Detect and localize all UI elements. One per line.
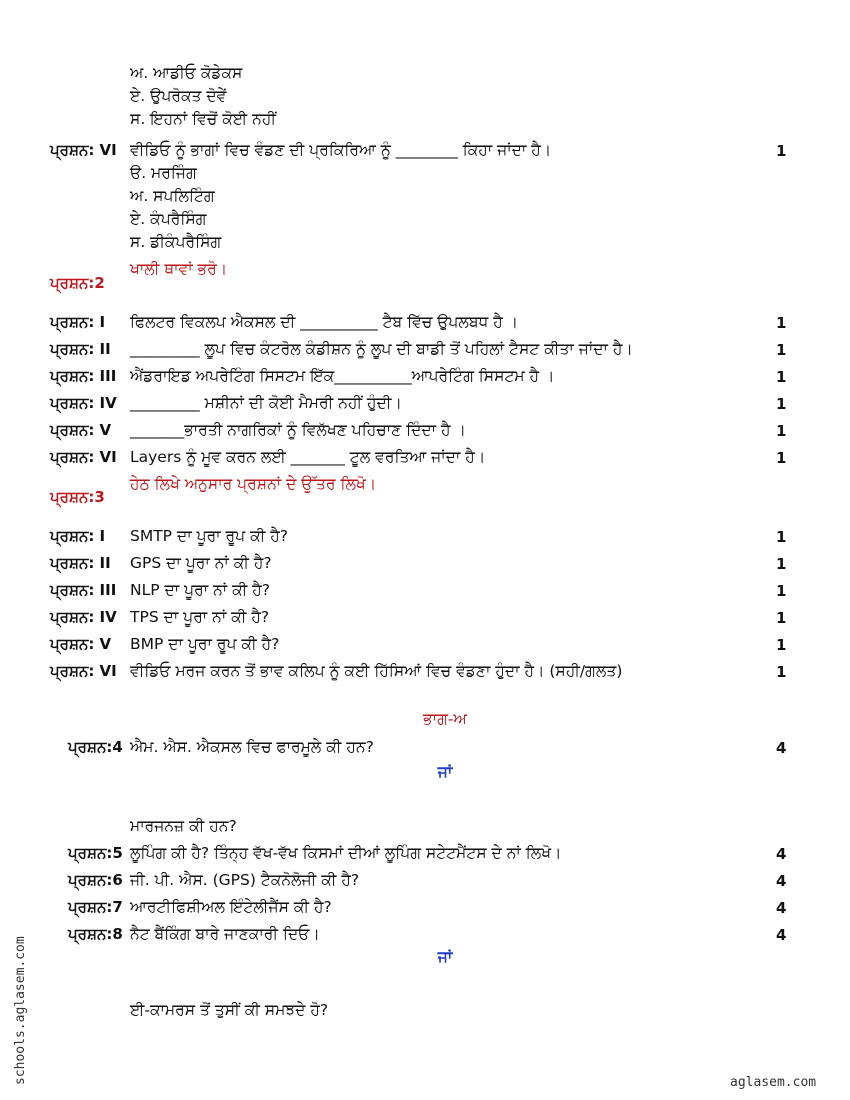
question-text: GPS ਦਾ ਪੂਰਾ ਨਾਂ ਕੀ ਹੈ? [130, 554, 272, 572]
question-marks: 1 [776, 368, 787, 386]
question-text: ਲੂਪਿੰਗ ਕੀ ਹੈ? ਤਿੰਨ੍ਹ ਵੱਖ-ਵੱਖ ਕਿਸਮਾਂ ਦੀਆਂ ਲੂਪਿੰਗ ਸਟੇਟਮੈਂਟਸ ਦੇ ਨਾਂ ਲਿਖੋ। [130, 844, 562, 862]
question-number: ਪ੍ਰਸ਼ਨ: IV [50, 394, 117, 412]
question-number: ਪ੍ਰਸ਼ਨ:6 [68, 871, 123, 889]
question-text: ਐਂਡਰਾਇਡ ਅਪਰੇਟਿੰਗ ਸਿਸਟਮ ਇੱਕ__________ਆਪਰੇਟਿੰਗ ਸਿਸਟਮ ਹੈ । [130, 367, 555, 385]
option-c: ਏ. ਉਪਰੋਕਤ ਦੋਵੇਂ [130, 87, 227, 105]
question-marks: 1 [776, 663, 787, 681]
option-b: ਅ. ਸਪਲਿਟਿੰਗ [130, 187, 215, 205]
question-marks: 4 [776, 845, 787, 863]
question-marks: 4 [776, 926, 787, 944]
question-text: TPS ਦਾ ਪੂਰਾ ਨਾਂ ਕੀ ਹੈ? [130, 608, 270, 626]
question-number: ਪ੍ਰਸ਼ਨ: II [50, 554, 111, 572]
question-number: ਪ੍ਰਸ਼ਨ: IV [50, 608, 117, 626]
question-text: ਵੀਡਿਓ ਮਰਜ ਕਰਨ ਤੋਂ ਭਾਵ ਕਲਿਪ ਨੂੰ ਕਈ ਹਿੱਸਿਆਂ ਵਿਚ ਵੰਡਣਾ ਹੁੰਦਾ ਹੈ। (ਸਹੀ/ਗਲਤ) [130, 662, 623, 680]
question-marks: 1 [776, 395, 787, 413]
section-3-heading: ਹੇਠ ਲਿਖੇ ਅਨੁਸਾਰ ਪ੍ਰਸ਼ਨਾਂ ਦੇ ਉੱਤਰ ਲਿਖੋ। [130, 475, 377, 493]
question-text: NLP ਦਾ ਪੂਰਾ ਨਾਂ ਕੀ ਹੈ? [130, 581, 271, 599]
question-number: ਪ੍ਰਸ਼ਨ:4 [68, 738, 123, 756]
question-text: Layers ਨੂੰ ਮੂਵ ਕਰਨ ਲਈ _______ ਟੂਲ ਵਰਤਿਆ ਜਾਂਦਾ ਹੈ। [130, 448, 486, 466]
or-divider: ਜਾਂ [437, 948, 453, 966]
option-c: ਏ. ਕੰਪਰੈਸਿੰਗ [130, 210, 207, 228]
side-watermark: schools.aglasem.com [13, 936, 28, 1085]
question-number: ਪ੍ਰਸ਼ਨ: V [50, 635, 112, 653]
question-number: ਪ੍ਰਸ਼ਨ: VI [50, 448, 117, 466]
question-text: SMTP ਦਾ ਪੂਰਾ ਰੂਪ ਕੀ ਹੈ? [130, 527, 288, 545]
question-marks: 1 [776, 528, 787, 546]
question-number: ਪ੍ਰਸ਼ਨ:7 [68, 898, 123, 916]
alternate-question-text: ਮਾਰਜਨਜ਼ ਕੀ ਹਨ? [130, 817, 237, 835]
part-heading: ਭਾਗ-ਅ [423, 710, 467, 728]
question-marks: 1 [776, 609, 787, 627]
question-text: ਵੀਡਿਓ ਨੂੰ ਭਾਗਾਂ ਵਿਚ ਵੰਡਣ ਦੀ ਪ੍ਰਕਿਰਿਆ ਨੂੰ ________ ਕਿਹਾ ਜਾਂਦਾ ਹੈ। [130, 141, 552, 159]
question-text: BMP ਦਾ ਪੂਰਾ ਰੂਪ ਕੀ ਹੈ? [130, 635, 280, 653]
section-2-heading: ਖਾਲੀ ਥਾਵਾਂ ਭਰੋ। [130, 260, 228, 278]
alternate-question-text: ਈ-ਕਾਮਰਸ ਤੋਂ ਤੁਸੀਂ ਕੀ ਸਮਝਦੇ ਹੋ? [130, 1001, 329, 1019]
question-marks: 1 [776, 314, 787, 332]
question-number: ਪ੍ਰਸ਼ਨ: III [50, 581, 117, 599]
question-text: _______ਭਾਰਤੀ ਨਾਗਰਿਕਾਂ ਨੂੰ ਵਿਲੱਖਣ ਪਹਿਚਾਣ ਦਿੰਦਾ ਹੈ । [130, 421, 466, 439]
question-number: ਪ੍ਰਸ਼ਨ: VI [50, 141, 117, 159]
question-text: ਐਮ. ਐਸ. ਐਕਸਲ ਵਿਚ ਫਾਰਮੂਲੇ ਕੀ ਹਨ? [130, 738, 374, 756]
question-marks: 4 [776, 739, 787, 757]
question-number: ਪ੍ਰਸ਼ਨ: II [50, 340, 111, 358]
option-b: ਅ. ਆਡੀਓ ਕੋਡੇਕਸ [130, 64, 243, 82]
question-marks: 1 [776, 341, 787, 359]
question-marks: 1 [776, 449, 787, 467]
question-number: ਪ੍ਰਸ਼ਨ:8 [68, 925, 123, 943]
question-text: ਨੈਟ ਬੈਂਕਿੰਗ ਬਾਰੇ ਜਾਣਕਾਰੀ ਦਿਓ। [130, 925, 320, 943]
question-marks: 1 [776, 555, 787, 573]
question-marks: 1 [776, 582, 787, 600]
question-number: ਪ੍ਰਸ਼ਨ: V [50, 421, 112, 439]
question-number: ਪ੍ਰਸ਼ਨ: III [50, 367, 117, 385]
question-number: ਪ੍ਰਸ਼ਨ: I [50, 313, 106, 331]
question-marks: 1 [776, 422, 787, 440]
question-text: ਜੀ. ਪੀ. ਐਸ. (GPS) ਟੈਕਨੋਲੋਜੀ ਕੀ ਹੈ? [130, 871, 360, 889]
option-d: ਸ. ਡੀਕੰਪਰੈਸਿੰਗ [130, 233, 222, 251]
question-text: ਆਰਟੀਫਿਸ਼ੀਅਲ ਇੰਟੇਲੀਜੈਂਸ ਕੀ ਹੈ? [130, 898, 332, 916]
or-divider: ਜਾਂ [437, 763, 453, 781]
question-number: ਪ੍ਰਸ਼ਨ: I [50, 527, 106, 545]
section-3-label: ਪ੍ਰਸ਼ਨ:3 [50, 488, 105, 506]
question-text: ਫਿਲਟਰ ਵਿਕਲਪ ਐਕਸਲ ਦੀ __________ ਟੈਬ ਵਿੱਚ ਉਪਲਬਧ ਹੈ । [130, 313, 519, 331]
option-a: ੳ. ਮਰਜਿੰਗ [130, 164, 197, 182]
question-number: ਪ੍ਰਸ਼ਨ:5 [68, 844, 123, 862]
option-d: ਸ. ਇਹਨਾਂ ਵਿਚੋਂ ਕੋਈ ਨਹੀਂ [130, 110, 276, 128]
question-marks: 4 [776, 899, 787, 917]
question-number: ਪ੍ਰਸ਼ਨ: VI [50, 662, 117, 680]
question-marks: 1 [776, 636, 787, 654]
question-marks: 1 [776, 142, 787, 160]
question-text: _________ ਮਸ਼ੀਨਾਂ ਦੀ ਕੋਈ ਮੈਮਰੀ ਨਹੀਂ ਹੁੰਦੀ। [130, 394, 402, 412]
footer-watermark: aglasem.com [730, 1075, 817, 1090]
section-2-label: ਪ੍ਰਸ਼ਨ:2 [50, 274, 105, 292]
question-text: _________ ਲੂਪ ਵਿਚ ਕੰਟਰੋਲ ਕੰਡੀਸ਼ਨ ਨੂੰ ਲੂਪ ਦੀ ਬਾਡੀ ਤੋਂ ਪਹਿਲਾਂ ਟੈਸਟ ਕੀਤਾ ਜਾਂਦਾ ਹੈ। [130, 340, 633, 358]
question-marks: 4 [776, 872, 787, 890]
